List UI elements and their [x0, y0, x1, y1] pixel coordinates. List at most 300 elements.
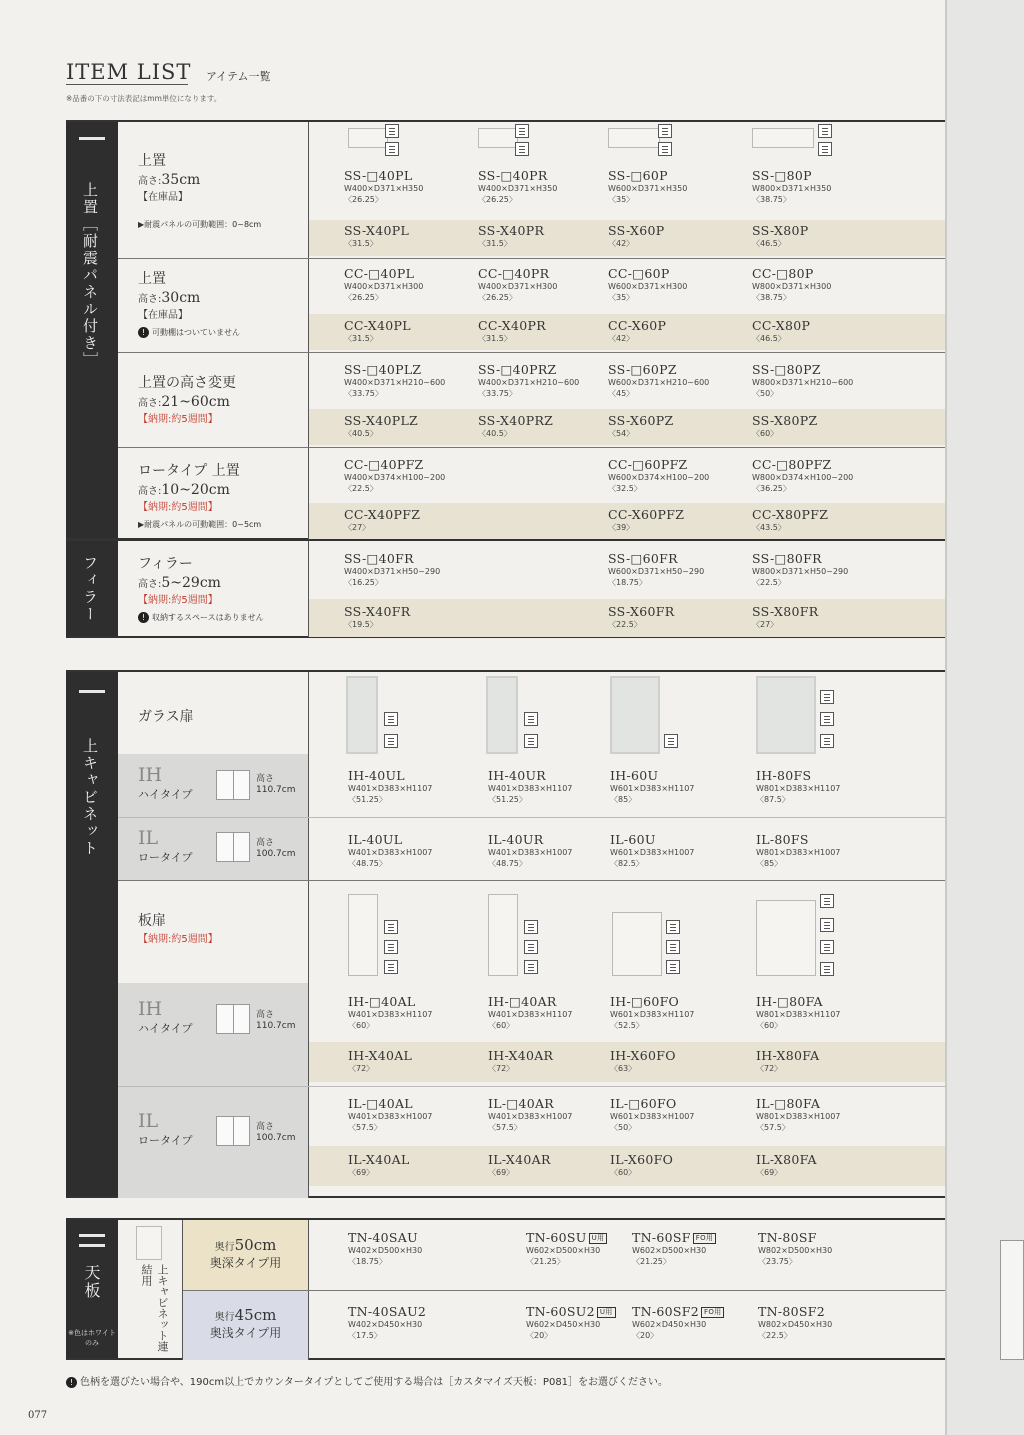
product-code: IL-60U [610, 832, 656, 847]
product-price: 〈51.25〉 [348, 795, 387, 804]
shelf-icon [515, 142, 529, 156]
product-item [348, 994, 432, 1031]
band-mark [79, 1244, 105, 1247]
product-item [632, 1304, 724, 1341]
product-dims: W400×D371×H210~600 [344, 378, 446, 387]
product-item [752, 551, 848, 588]
product-price: 〈52.5〉 [610, 1021, 644, 1030]
stock-icon [384, 960, 398, 974]
product-code: CC-X40PR [478, 318, 546, 333]
row-divider [118, 352, 945, 353]
page-subtitle: アイテム一覧 [206, 70, 271, 83]
product-price: 〈39〉 [608, 523, 635, 532]
product-price: 〈46.5〉 [752, 239, 786, 248]
product-dims: W401×D383×H1007 [488, 1112, 573, 1121]
product-price: 〈23.75〉 [758, 1257, 797, 1266]
product-code: SS-□40PL [344, 168, 413, 183]
product-dims: W400×D371×H350 [344, 184, 424, 193]
product-item [488, 1048, 553, 1074]
product-item [632, 1230, 716, 1267]
product-price: 〈69〉 [348, 1168, 375, 1177]
product-code: SS-□60PZ [608, 362, 677, 377]
height-label: 高さ: [138, 294, 162, 305]
product-item [344, 362, 445, 399]
product-price: 〈69〉 [756, 1168, 783, 1177]
product-price: 〈82.5〉 [610, 859, 644, 868]
product-item [488, 832, 572, 869]
product-code: IL-X60FO [610, 1152, 674, 1167]
seismic-icon [384, 920, 398, 934]
product-price: 〈72〉 [756, 1064, 783, 1073]
product-price: 〈72〉 [348, 1064, 375, 1073]
product-price: 〈32.5〉 [608, 484, 642, 493]
product-dims: W401×D383×H1107 [348, 1010, 433, 1019]
panel-cabinet-image [756, 900, 816, 976]
category-title: ロータイプ 上置 [138, 463, 240, 479]
product-price: 〈18.75〉 [608, 578, 647, 587]
product-code: IL-40UL [348, 832, 403, 847]
product-item [478, 413, 553, 439]
product-code: IH-□40AR [488, 994, 557, 1009]
product-code: CC-X40PL [344, 318, 411, 333]
product-price: 〈46.5〉 [752, 334, 786, 343]
product-price: 〈31.5〉 [478, 334, 512, 343]
product-price: 〈50〉 [610, 1123, 637, 1132]
product-code: TN-60SU2 [526, 1304, 595, 1319]
product-item [756, 768, 840, 805]
product-price: 〈72〉 [488, 1064, 515, 1073]
product-dims: W600×D371×H210~600 [608, 378, 710, 387]
product-item [344, 551, 440, 588]
category-filler [138, 553, 264, 625]
product-item [344, 223, 409, 249]
product-price: 〈31.5〉 [478, 239, 512, 248]
product-thumbnail [478, 128, 518, 148]
product-code: CC-□40PR [478, 266, 550, 281]
section-top-board [66, 1218, 945, 1360]
product-code: CC-□40PFZ [344, 457, 424, 472]
product-dims: W401×D383×H1107 [348, 784, 433, 793]
shelf-icon [666, 920, 680, 934]
stock-icon [524, 960, 538, 974]
product-code: CC-X60PFZ [608, 507, 685, 522]
product-price: 〈22.5〉 [752, 578, 786, 587]
product-item [348, 1048, 412, 1074]
usage-tag: FO用 [693, 1233, 716, 1244]
seismic-icon [524, 920, 538, 934]
product-code: SS-X40PRZ [478, 413, 554, 428]
product-price: 〈85〉 [610, 795, 637, 804]
storage-note: 収納するスペースはありません [152, 613, 264, 622]
section-band [66, 122, 118, 538]
product-dims: W600×D371×H350 [608, 184, 688, 193]
product-price: 〈35〉 [608, 293, 635, 302]
product-price: 〈43.5〉 [752, 523, 786, 532]
product-price: 〈85〉 [756, 859, 783, 868]
section-band [66, 672, 118, 1196]
product-item [488, 1152, 551, 1178]
row-divider [118, 258, 945, 259]
shelf-icon [384, 940, 398, 954]
product-code: SS-□60FR [608, 551, 678, 566]
product-code: IH-40UR [488, 768, 547, 783]
product-price: 〈40.5〉 [478, 429, 512, 438]
product-price: 〈42〉 [608, 239, 635, 248]
product-item [348, 1230, 422, 1267]
product-dims: W802×D500×H30 [758, 1246, 833, 1255]
product-code: TN-60SU [526, 1230, 587, 1245]
exclamation-icon: ! [66, 1377, 77, 1388]
product-item [756, 1048, 819, 1074]
product-dims: W401×D383×H1007 [348, 1112, 433, 1121]
height-label: 高さ: [138, 398, 162, 409]
row-divider [118, 880, 945, 881]
product-code: IH-□80FA [756, 994, 823, 1009]
product-price: 〈38.75〉 [752, 195, 791, 204]
product-price: 〈19.5〉 [344, 620, 378, 629]
product-price: 〈42〉 [608, 334, 635, 343]
product-item [344, 168, 423, 205]
product-code: TN-40SAU2 [348, 1304, 427, 1319]
product-item [610, 832, 694, 869]
section-filler [66, 540, 945, 638]
product-code: SS-□40PRZ [478, 362, 557, 377]
type-code: IL [138, 827, 159, 849]
type-thumbnail [216, 832, 250, 862]
type-height: 高さ 100.7cm [256, 1122, 296, 1143]
product-item [752, 457, 853, 494]
product-price: 〈40.5〉 [344, 429, 378, 438]
product-code: TN-80SF [758, 1230, 817, 1245]
product-code: IL-□40AL [348, 1096, 413, 1111]
type-height: 高さ 100.7cm [256, 838, 296, 859]
product-item [344, 266, 423, 303]
product-code: IL-□40AR [488, 1096, 555, 1111]
product-item [608, 318, 666, 344]
band-mark [79, 690, 105, 693]
product-item [488, 1096, 572, 1133]
section-upper-storage [66, 120, 945, 540]
product-item [478, 223, 544, 249]
bottom-note [66, 1373, 668, 1388]
lead-time-label: 【納期:約5週間】 [138, 502, 218, 513]
product-price: 〈57.5〉 [488, 1123, 522, 1132]
product-code: SS-X40PLZ [344, 413, 419, 428]
panel-range-note: ▶耐震パネルの可動範囲：0~8cm [138, 220, 262, 229]
product-dims: W601×D383×H1107 [610, 784, 695, 793]
product-code: SS-X80P [752, 223, 809, 238]
product-price: 〈21.25〉 [526, 1257, 565, 1266]
product-item [756, 994, 840, 1031]
product-price: 〈45〉 [608, 389, 635, 398]
product-dims: W801×D383×H1107 [756, 784, 841, 793]
product-price: 〈22.5〉 [758, 1331, 792, 1340]
product-item [526, 1230, 607, 1267]
category-height-change [138, 372, 236, 428]
product-code: IL-□80FA [756, 1096, 821, 1111]
product-price: 〈60〉 [756, 1021, 783, 1030]
product-code: SS-X60PZ [608, 413, 674, 428]
product-item [608, 551, 704, 588]
product-code: IL-40UR [488, 832, 544, 847]
product-price: 〈26.25〉 [344, 195, 383, 204]
shelf-note: 可動棚はついていません [152, 328, 240, 337]
depth-shallow: 奥行45cm 奥浅タイプ用 [209, 1306, 282, 1340]
product-price: 〈26.25〉 [344, 293, 383, 302]
product-price: 〈48.75〉 [348, 859, 387, 868]
product-price: 〈63〉 [610, 1064, 637, 1073]
lead-time-label: 【納期:約5週間】 [138, 595, 218, 606]
band-mark [79, 137, 105, 140]
height-value: 30cm [161, 290, 201, 306]
stock-label: 【在庫品】 [138, 310, 188, 321]
row-divider [183, 1290, 945, 1291]
panel-range-note: ▶耐震パネルの可動範囲：0~5cm [138, 520, 262, 529]
product-price: 〈57.5〉 [756, 1123, 790, 1132]
glass-cabinet-image [610, 676, 660, 754]
product-price: 〈20〉 [632, 1331, 659, 1340]
category-title: 上置 [138, 271, 166, 287]
column-divider [308, 672, 309, 1198]
product-dims: W602×D500×H30 [632, 1246, 707, 1255]
product-price: 〈16.25〉 [344, 578, 383, 587]
product-item [526, 1304, 616, 1341]
category-panel-door [138, 910, 218, 948]
connect-label: 上キャビネット連結用 [140, 1264, 169, 1352]
type-thumbnail [216, 1116, 250, 1146]
product-thumbnail [752, 128, 814, 148]
product-dims: W400×D374×H100~200 [344, 473, 446, 482]
product-item [608, 604, 674, 630]
lead-time-label: 【納期:約5週間】 [138, 934, 218, 945]
shelf-icon [524, 734, 538, 748]
product-item [610, 1152, 673, 1178]
product-dims: W800×D371×H50~290 [752, 567, 849, 576]
product-dims: W800×D371×H300 [752, 282, 832, 291]
product-code: SS-X80PZ [752, 413, 818, 428]
section-band-label: 上キャビネット [81, 738, 99, 857]
section-band-label: フィラー [81, 555, 99, 623]
product-price: 〈31.5〉 [344, 334, 378, 343]
type-ih [138, 998, 192, 1036]
product-dims: W801×D383×H1007 [756, 848, 841, 857]
product-code: SS-□80PZ [752, 362, 821, 377]
product-dims: W402×D450×H30 [348, 1320, 423, 1329]
product-dims: W400×D371×H50~290 [344, 567, 441, 576]
band-mark [79, 1234, 105, 1237]
usage-tag: U用 [597, 1307, 616, 1318]
section-band-label: 天板 [82, 1264, 101, 1300]
seismic-icon [515, 124, 529, 138]
product-item [344, 457, 445, 494]
product-item [752, 223, 808, 249]
shelf-icon [820, 690, 834, 704]
next-page-box [1000, 1240, 1024, 1360]
product-price: 〈33.75〉 [478, 389, 517, 398]
product-dims: W601×D383×H1007 [610, 1112, 695, 1121]
product-code: CC-X60P [608, 318, 667, 333]
product-item [348, 832, 432, 869]
product-dims: W602×D450×H30 [632, 1320, 707, 1329]
product-price: 〈33.75〉 [344, 389, 383, 398]
product-dims: W802×D450×H30 [758, 1320, 833, 1329]
product-dims: W400×D371×H300 [344, 282, 424, 291]
product-code: CC-□60P [608, 266, 670, 281]
product-item [756, 1096, 840, 1133]
product-price: 〈18.75〉 [348, 1257, 387, 1266]
product-code: CC-X80P [752, 318, 811, 333]
product-dims: W600×D371×H50~290 [608, 567, 705, 576]
product-price: 〈60〉 [610, 1168, 637, 1177]
product-item [752, 413, 817, 439]
product-item [478, 266, 557, 303]
product-price: 〈27〉 [752, 620, 779, 629]
product-price: 〈26.25〉 [478, 293, 517, 302]
category-title: 上置の高さ変更 [138, 375, 236, 391]
type-label: ハイタイプ [138, 788, 193, 801]
category-title: 板扉 [138, 913, 166, 929]
panel-cabinet-image [488, 894, 518, 976]
product-price: 〈26.25〉 [478, 195, 517, 204]
height-label: 高さ: [138, 486, 162, 497]
seismic-icon [385, 124, 399, 138]
product-dims: W601×D383×H1007 [610, 848, 695, 857]
product-item [608, 223, 664, 249]
product-dims: W400×D371×H210~600 [478, 378, 580, 387]
category-title: フィラー [138, 556, 193, 572]
connect-thumbnail [136, 1226, 162, 1260]
height-value: 21~60cm [161, 394, 230, 410]
product-price: 〈48.75〉 [488, 859, 527, 868]
product-item [610, 1096, 694, 1133]
shelf-icon [818, 142, 832, 156]
shelf-icon [384, 734, 398, 748]
type-label: ロータイプ [138, 851, 193, 864]
product-code: IH-80FS [756, 768, 812, 783]
panel-cabinet-image [612, 912, 662, 976]
category-upper-35 [138, 150, 261, 232]
product-item [348, 1096, 432, 1133]
section-band [66, 1220, 118, 1358]
category-title: 上置 [138, 153, 166, 169]
seismic-icon [820, 894, 834, 908]
type-il [138, 827, 192, 865]
glass-cabinet-image [346, 676, 378, 754]
dish-icon [666, 940, 680, 954]
type-thumbnail [216, 1004, 250, 1034]
product-item [610, 994, 694, 1031]
product-code: SS-X40PR [478, 223, 545, 238]
product-item [488, 994, 572, 1031]
product-price: 〈38.75〉 [752, 293, 791, 302]
product-item [348, 1304, 426, 1341]
product-price: 〈69〉 [488, 1168, 515, 1177]
product-code: SS-X60P [608, 223, 665, 238]
product-price: 〈20〉 [526, 1331, 553, 1340]
product-item [344, 507, 420, 533]
product-item [344, 604, 410, 630]
product-price: 〈21.25〉 [632, 1257, 671, 1266]
capacity-icon [820, 734, 834, 748]
product-code: SS-□40PLZ [344, 362, 422, 377]
height-label: 高さ: [138, 579, 162, 590]
product-item [608, 168, 687, 205]
product-code: CC-□60PFZ [608, 457, 688, 472]
product-dims: W401×D383×H1007 [348, 848, 433, 857]
glass-cabinet-image [756, 676, 816, 754]
product-code: IH-60U [610, 768, 659, 783]
row-divider [118, 817, 945, 818]
product-item [488, 768, 572, 805]
category-upper-30 [138, 268, 240, 340]
product-code: IL-80FS [756, 832, 809, 847]
height-value: 35cm [161, 172, 201, 188]
product-code: IL-X80FA [756, 1152, 817, 1167]
page-title: ITEM LIST [66, 60, 192, 84]
product-price: 〈50〉 [752, 389, 779, 398]
product-price: 〈60〉 [488, 1021, 515, 1030]
category-title: ガラス扉 [138, 709, 194, 725]
product-code: TN-60SF [632, 1230, 691, 1245]
product-item [608, 413, 673, 439]
product-price: 〈54〉 [608, 429, 635, 438]
panel-cabinet-image [348, 894, 378, 976]
product-code: TN-40SAU [348, 1230, 418, 1245]
type-code: IH [138, 998, 163, 1020]
usage-tag: U用 [589, 1233, 608, 1244]
product-dims: W800×D374×H100~200 [752, 473, 854, 482]
product-dims: W401×D383×H1107 [488, 1010, 573, 1019]
shelf-icon [524, 940, 538, 954]
height-label: 高さ: [138, 176, 162, 187]
product-item [478, 318, 546, 344]
product-item [478, 362, 579, 399]
capacity-icon [820, 962, 834, 976]
product-code: CC-□40PL [344, 266, 415, 281]
product-thumbnail [348, 128, 388, 148]
lead-time-label: 【納期:約5週間】 [138, 414, 218, 425]
product-price: 〈36.25〉 [752, 484, 791, 493]
product-price: 〈22.5〉 [608, 620, 642, 629]
product-item [344, 413, 418, 439]
product-dims: W800×D371×H350 [752, 184, 832, 193]
shelf-icon [385, 142, 399, 156]
type-code: IH [138, 764, 163, 786]
product-dims: W401×D383×H1007 [488, 848, 573, 857]
product-dims: W801×D383×H1007 [756, 1112, 841, 1121]
row-divider [118, 1086, 945, 1087]
product-code: CC-□80P [752, 266, 814, 281]
product-price: 〈60〉 [752, 429, 779, 438]
product-item [758, 1230, 832, 1267]
color-note: ※色はホワイトのみ [68, 1329, 116, 1347]
stock-label: 【在庫品】 [138, 192, 188, 203]
product-code: SS-X60FR [608, 604, 675, 619]
height-value: 5~29cm [161, 575, 221, 591]
product-code: IH-□40AL [348, 994, 416, 1009]
product-item [348, 1152, 410, 1178]
product-item [752, 318, 810, 344]
seismic-icon [384, 712, 398, 726]
product-dims: W602×D500×H30 [526, 1246, 601, 1255]
depth-deep: 奥行50cm 奥深タイプ用 [209, 1236, 282, 1270]
product-item [478, 168, 557, 205]
product-code: IH-□60FO [610, 994, 680, 1009]
product-item [344, 318, 411, 344]
product-price: 〈35〉 [608, 195, 635, 204]
product-item [610, 1048, 676, 1074]
product-dims: W400×D371×H350 [478, 184, 558, 193]
